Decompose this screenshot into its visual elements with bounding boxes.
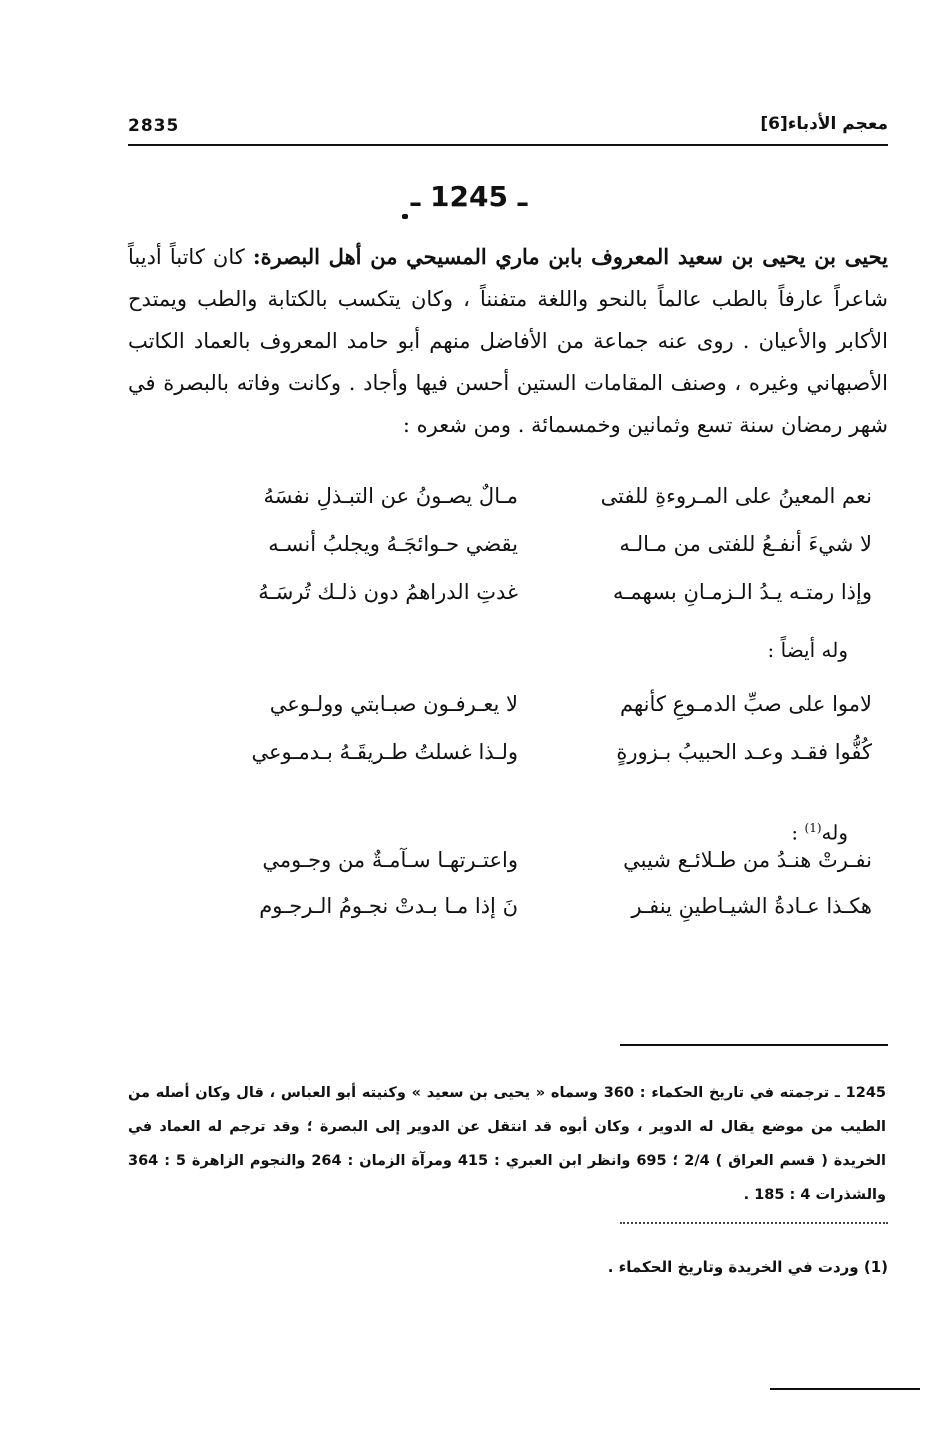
verse-second-hemistich: يقضي حـوائجَـهُ ويجلبُ أنسـه: [268, 532, 518, 556]
entry-name: يحيى بن يحيى بن سعيد المعروف بابن ماري المسيحي من أهل البصرة:: [252, 244, 888, 269]
verse-first-hemistich: لا شيءَ أنفـعُ للفتى من مـالـه: [619, 532, 872, 556]
poem-label-text: وله: [821, 820, 848, 845]
verse-second-hemistich: ولـذا غسلتُ طـريقَـهُ بـدمـوعي: [251, 740, 518, 764]
verse-second-hemistich: لا يعـرفـون صبـابتي وولـوعي: [269, 692, 518, 716]
verse-first-hemistich: نفـرتْ هنـدُ من طـلائـع شيبي: [623, 848, 872, 872]
page-number: 2835: [128, 116, 180, 136]
bottom-rule: [770, 1388, 920, 1390]
verse-second-hemistich: مـالٌ يصـونُ عن التبـذلِ نفسَهُ: [263, 484, 518, 508]
decorative-dot: [402, 214, 408, 219]
verse-first-hemistich: نعم المعينُ على المـروءةِ للفتى: [600, 484, 872, 508]
verse-second-hemistich: نَ إذا مـا بـدتْ نجـومُ الـرجـوم: [259, 894, 518, 918]
verse-first-hemistich: وإذا رمتـه يـدُ الـزمـانِ بسهمـه: [612, 580, 872, 604]
verse-first-hemistich: لاموا على صبِّ الدمـوعِ كأنهم: [620, 692, 872, 716]
footnote-ref: (1): [804, 821, 822, 835]
verse-second-hemistich: غدتِ الدراهمُ دون ذلـك تُرسَـهُ: [258, 580, 518, 604]
verse-first-hemistich: كُفُّوا فقـد وعـد الحبيبُ بـزورةٍ: [616, 740, 872, 764]
header-rule: [128, 144, 888, 146]
poem-label: وله أيضاً :: [767, 638, 848, 662]
biography-paragraph: [128, 236, 888, 446]
running-title: معجم الأدباء[6]: [760, 114, 888, 134]
footnote-rule: [620, 1044, 888, 1046]
entry-number: ـ 1245 ـ: [410, 180, 528, 213]
verse-second-hemistich: واعتـرتهـا سـآمـةٌ من وجـومي: [262, 848, 518, 872]
poem-label-suffix: :: [791, 820, 805, 845]
footnote-dotted-separator: [620, 1222, 888, 1224]
footnote-main: 1245 ـ ترجمته في تاريخ الحكماء : 360 وسماه « يحيى بن سعيد » وكنيته أبو العباس ، قال وكان أصله من الطيب من موضع يقال له الدوير ، وكان أبوه قد انتقل عن الدوير إلى البصرة ؛ وقد ترجم له العماد في الخريدة ( قسم العراق ) 2/4 ؛ 695 وانظر ابن العبري : 415 ومرآة الزمان : 264 والنجوم الزاهرة 5 : 364 والشذرات 4 : 185 .: [128, 1085, 887, 1203]
verse-first-hemistich: هكـذا عـادةُ الشيـاطينِ ينفـر: [631, 894, 872, 918]
page-header: [128, 112, 888, 146]
footnote-note: (1) وردت في الخريدة وتاريخ الحكماء .: [607, 1258, 888, 1276]
biography-text: كان كاتباً أديباً شاعراً عارفاً بالطب عالماً بالنحو واللغة متفنناً ، وكان يتكسب بالكتابة والطب ويمتدح الأكابر والأعيان . روى عنه جماعة من الأفاضل منهم أبو حامد المعروف بالعماد الكاتب الأصبهاني وغيره ، وصنف المقامات الستين أحسن فيها وأجاد . وكانت وفاته بالبصرة في شهر رمضان سنة تسع وثمانين وخمسمائة . ومن شعره :: [128, 245, 888, 437]
